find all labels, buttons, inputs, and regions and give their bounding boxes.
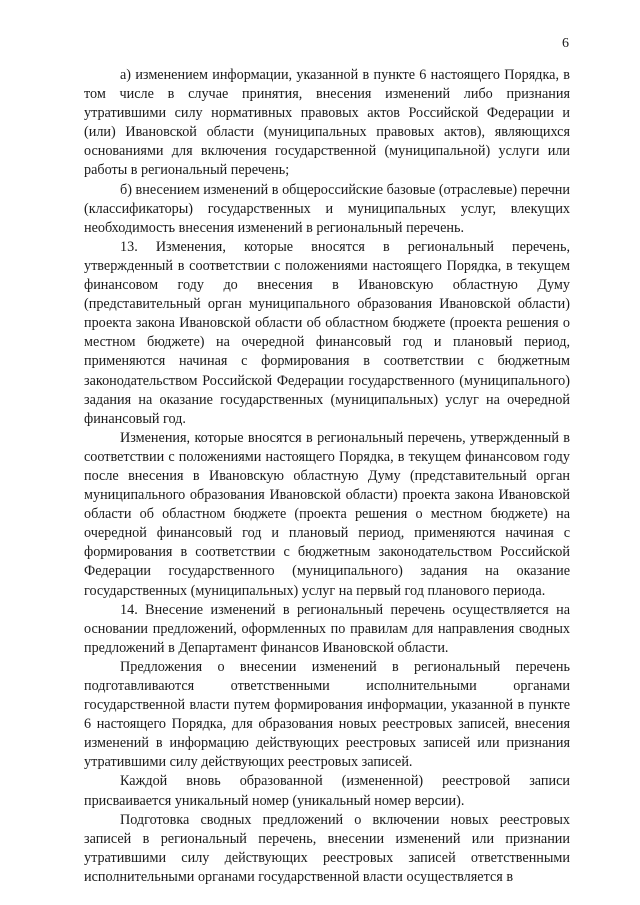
paragraph-clause-14: 14. Внесение изменений в региональный перечень осуществляется на основании предложений, оформленных по правилам для направления сводных предложений в Департамент финансов Ивановской области. [84,601,570,656]
document-body [84,66,570,887]
paragraph-clause-13: 13. Изменения, которые вносятся в региональный перечень, утвержденный в соответствии с положениями настоящего Порядка, в текущем финансовом году до внесения в Ивановскую областную Думу (представительный орган муниципального образования Ивановской области) проекта закона Ивановской области об областном бюджете (проекта решения о местном бюджете) на очередной финансовый год и плановый период, применяются начиная с формирования в соответствии с бюджетным законодательством Российской Федерации государственного (муниципального) задания на оказание государственных (муниципальных) услуг на очередной финансовый год. [84,238,570,427]
paragraph-proposals: Предложения о внесении изменений в региональный перечень подготавливаются ответственными исполнительными органами государственной власти путем формирования информации, указанной в пункте 6 настоящего Порядка, для образования новых реестровых записей, внесения изменений в информацию действующих реестровых записей или признания утратившими силу действующих реестровых записей. [84,658,570,771]
page-number: 6 [562,36,569,51]
paragraph-item-a: а) изменением информации, указанной в пункте 6 настоящего Порядка, в том числе в случае принятия, внесения изменений либо признания утратившими силу нормативных правовых актов Российской Федерации и (или) Ивановской области (муниципальных правовых актов), являющихся основаниями для включения государственной (муниципальной) услуги или работы в региональный перечень; [84,67,570,179]
paragraph-unique-number: Каждой вновь образованной (измененной) реестровой записи присваивается уникальный номер (уникальный номер версии). [84,773,570,809]
paragraph-preparation: Подготовка сводных предложений о включении новых реестровых записей в региональный перечень, внесении изменений или признании утратившими силу действующих реестровых записей ответственными исполнительными органами государственной власти осуществляется в [84,811,570,885]
paragraph-clause-13-continued: Изменения, которые вносятся в региональный перечень, утвержденный в соответствии с положениями настоящего Порядка, в текущем финансовом году после внесения в Ивановскую областную Думу (представительный орган муниципального образования Ивановской области) проекта закона Ивановской области об областном бюджете (проекта решения о местном бюджете) на очередной финансовый год и плановый период, применяются начиная с формирования в соответствии с бюджетным законодательством Российской Федерации государственного (муниципального) задания на оказание государственных (муниципальных) услуг на первый год планового периода. [84,429,570,599]
paragraph-item-b: б) внесением изменений в общероссийские базовые (отраслевые) перечни (классификаторы) государственных и муниципальных услуг, влекущих необходимость внесения изменений в региональный перечень. [84,181,570,236]
